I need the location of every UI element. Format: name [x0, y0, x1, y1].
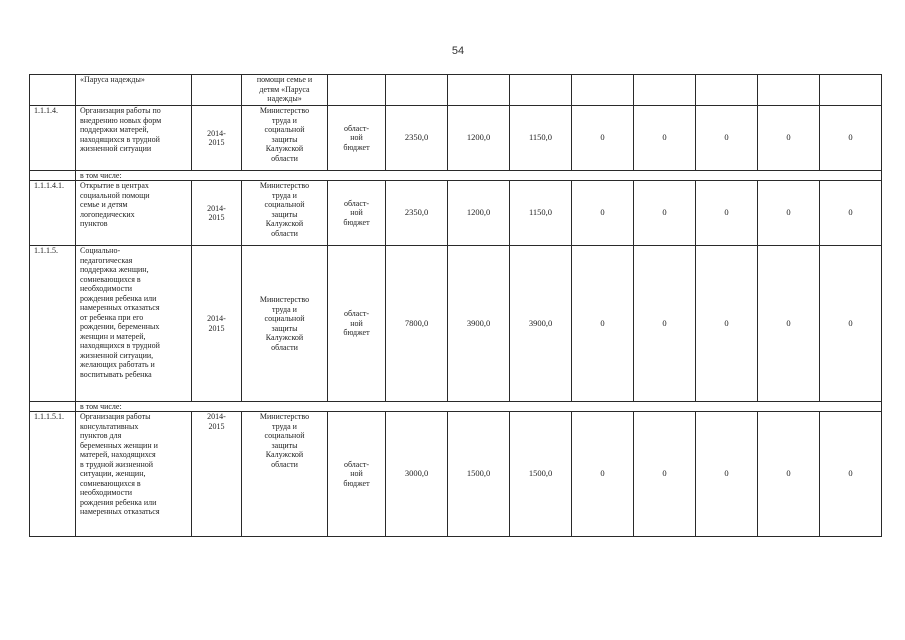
- table-row: [30, 412, 882, 537]
- funding-source: област- ной бюджет: [328, 412, 386, 537]
- value-total: [386, 75, 448, 106]
- years-cell: 2014- 2015: [192, 106, 242, 171]
- subheader-text: в том числе:: [76, 171, 882, 181]
- row-number: [30, 402, 76, 412]
- value-2020: 0: [820, 106, 882, 171]
- value-2017: 0: [634, 181, 696, 246]
- activity-name: Организация работы консультативных пунктов для беременных женщин и матерей, находящихся в трудной жизненной ситуации, женщин, сомневающихся в необходимости рождения ребенка или намеренных отказаться: [76, 412, 192, 537]
- value-2018: 0: [696, 106, 758, 171]
- funding-source: област- ной бюджет: [328, 181, 386, 246]
- value-2018: 0: [696, 181, 758, 246]
- value-2017: 0: [634, 106, 696, 171]
- table-row: [30, 75, 882, 106]
- row-number: 1.1.1.4.1.: [30, 181, 76, 246]
- value-2020: 0: [820, 181, 882, 246]
- table-row: [30, 106, 882, 171]
- row-number: 1.1.1.4.: [30, 106, 76, 171]
- value-2014: 1200,0: [448, 181, 510, 246]
- value-2017: 0: [634, 246, 696, 402]
- value-2015: 1500,0: [510, 412, 572, 537]
- value-total: 2350,0: [386, 106, 448, 171]
- value-2017: 0: [634, 412, 696, 537]
- funding-source: [328, 75, 386, 106]
- value-2014: [448, 75, 510, 106]
- value-2016: 0: [572, 412, 634, 537]
- executor-cell: Министерство труда и социальной защиты Калужской области: [242, 181, 328, 246]
- value-2016: 0: [572, 181, 634, 246]
- table-subheader-row: [30, 171, 882, 181]
- executor-cell: Министерство труда и социальной защиты Калужской области: [242, 106, 328, 171]
- value-2017: [634, 75, 696, 106]
- value-2016: 0: [572, 106, 634, 171]
- years-cell: 2014- 2015: [192, 246, 242, 402]
- funding-source: област- ной бюджет: [328, 106, 386, 171]
- years-cell: 2014- 2015: [192, 181, 242, 246]
- row-number: [30, 171, 76, 181]
- executor-cell: Министерство труда и социальной защиты Калужской области: [242, 412, 328, 537]
- value-2019: [758, 75, 820, 106]
- subheader-text: в том числе:: [76, 402, 882, 412]
- activity-name: «Паруса надежды»: [76, 75, 192, 106]
- value-2016: 0: [572, 246, 634, 402]
- value-2020: 0: [820, 246, 882, 402]
- value-2015: 3900,0: [510, 246, 572, 402]
- value-2018: 0: [696, 412, 758, 537]
- value-total: 2350,0: [386, 181, 448, 246]
- activity-name: Организация работы по внедрению новых форм поддержки матерей, находящихся в трудной жизненной ситуации: [76, 106, 192, 171]
- executor-cell: Министерство труда и социальной защиты Калужской области: [242, 246, 328, 402]
- value-total: 7800,0: [386, 246, 448, 402]
- value-2016: [572, 75, 634, 106]
- funding-source: област- ной бюджет: [328, 246, 386, 402]
- table-subheader-row: [30, 402, 882, 412]
- executor-cell: помощи семье и детям «Паруса надежды»: [242, 75, 328, 106]
- value-2015: 1150,0: [510, 106, 572, 171]
- value-2018: [696, 75, 758, 106]
- row-number: 1.1.1.5.: [30, 246, 76, 402]
- page-number: 54: [451, 45, 465, 57]
- value-2014: 1500,0: [448, 412, 510, 537]
- row-number: 1.1.1.5.1.: [30, 412, 76, 537]
- table-row: [30, 181, 882, 246]
- years-cell: [192, 75, 242, 106]
- value-2015: [510, 75, 572, 106]
- years-cell: 2014- 2015: [192, 412, 242, 537]
- activity-name: Социально- педагогическая поддержка женщин, сомневающихся в необходимости рождения ребенка или намеренных отказаться от ребенка при его рождении, беременных женщин и матерей, находящихся в трудной жизненной ситуации, желающих работать и воспитывать ребенка: [76, 246, 192, 402]
- value-2015: 1150,0: [510, 181, 572, 246]
- value-2019: 0: [758, 181, 820, 246]
- value-total: 3000,0: [386, 412, 448, 537]
- table-row: [30, 246, 882, 402]
- activity-name: Открытие в центрах социальной помощи семье и детям логопедических пунктов: [76, 181, 192, 246]
- value-2020: [820, 75, 882, 106]
- value-2019: 0: [758, 106, 820, 171]
- value-2018: 0: [696, 246, 758, 402]
- value-2019: 0: [758, 246, 820, 402]
- value-2019: 0: [758, 412, 820, 537]
- value-2014: 1200,0: [448, 106, 510, 171]
- value-2020: 0: [820, 412, 882, 537]
- row-number: [30, 75, 76, 106]
- value-2014: 3900,0: [448, 246, 510, 402]
- program-activities-table: [29, 74, 882, 537]
